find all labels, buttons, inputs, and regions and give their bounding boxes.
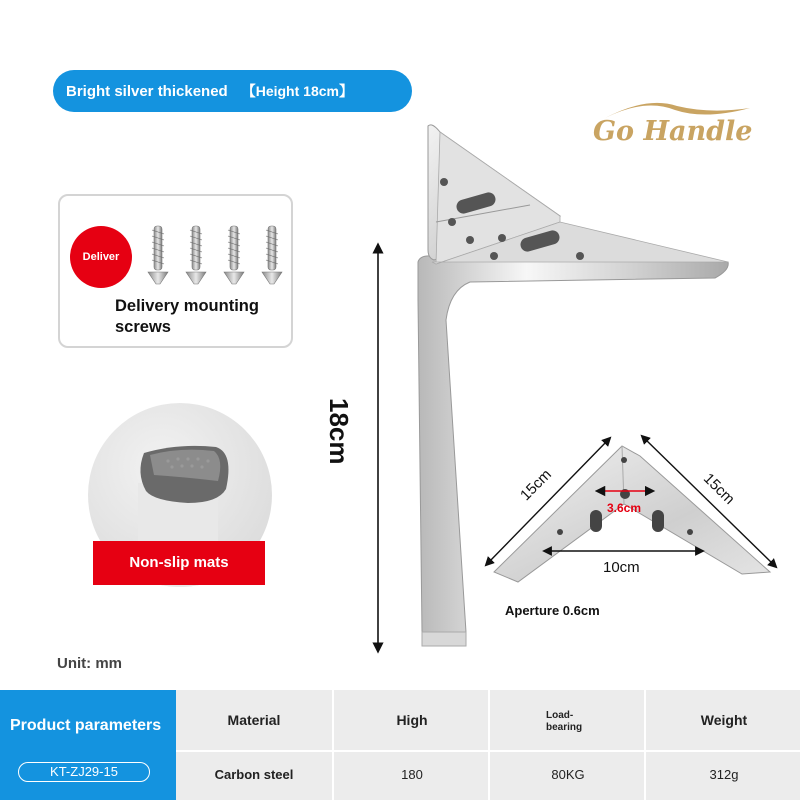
screws-label-line1: Delivery mounting (115, 297, 259, 315)
param-value: 180 (401, 767, 423, 782)
aperture-label: Aperture 0.6cm (505, 603, 600, 618)
param-col-high (334, 690, 490, 800)
height-dimension: 18cm (324, 398, 354, 465)
param-col-material (176, 690, 332, 800)
product-parameters-table (0, 690, 800, 800)
param-head: High (396, 712, 428, 728)
param-head: Material (227, 712, 281, 728)
param-col-load (490, 690, 646, 800)
model-number: KT-ZJ29-15 (18, 762, 150, 782)
side-left-dimension: 15cm (517, 466, 555, 505)
mat-label: Non-slip mats (93, 541, 265, 585)
brand-name: Go Handle (593, 116, 753, 147)
params-header-block (0, 690, 176, 800)
height-tag: 【Height 18cm】 (241, 83, 353, 99)
deliver-badge: Deliver (70, 226, 132, 288)
param-value: 80KG (551, 767, 585, 782)
unit-label: Unit: mm (57, 655, 122, 672)
params-title: Product parameters (10, 717, 162, 734)
param-value: 312g (709, 767, 739, 782)
screws-label-line2: screws (115, 318, 171, 336)
param-head: Weight (700, 712, 748, 728)
product-title: Bright silver thickened (66, 83, 228, 100)
width-dimension: 10cm (603, 559, 640, 576)
hole-spacing-dimension: 3.6cm (607, 501, 642, 515)
side-right-dimension: 15cm (699, 470, 738, 508)
param-col-weight (646, 690, 800, 800)
param-value: Carbon steel (214, 767, 294, 782)
param-head: Load- bearing (546, 710, 583, 733)
